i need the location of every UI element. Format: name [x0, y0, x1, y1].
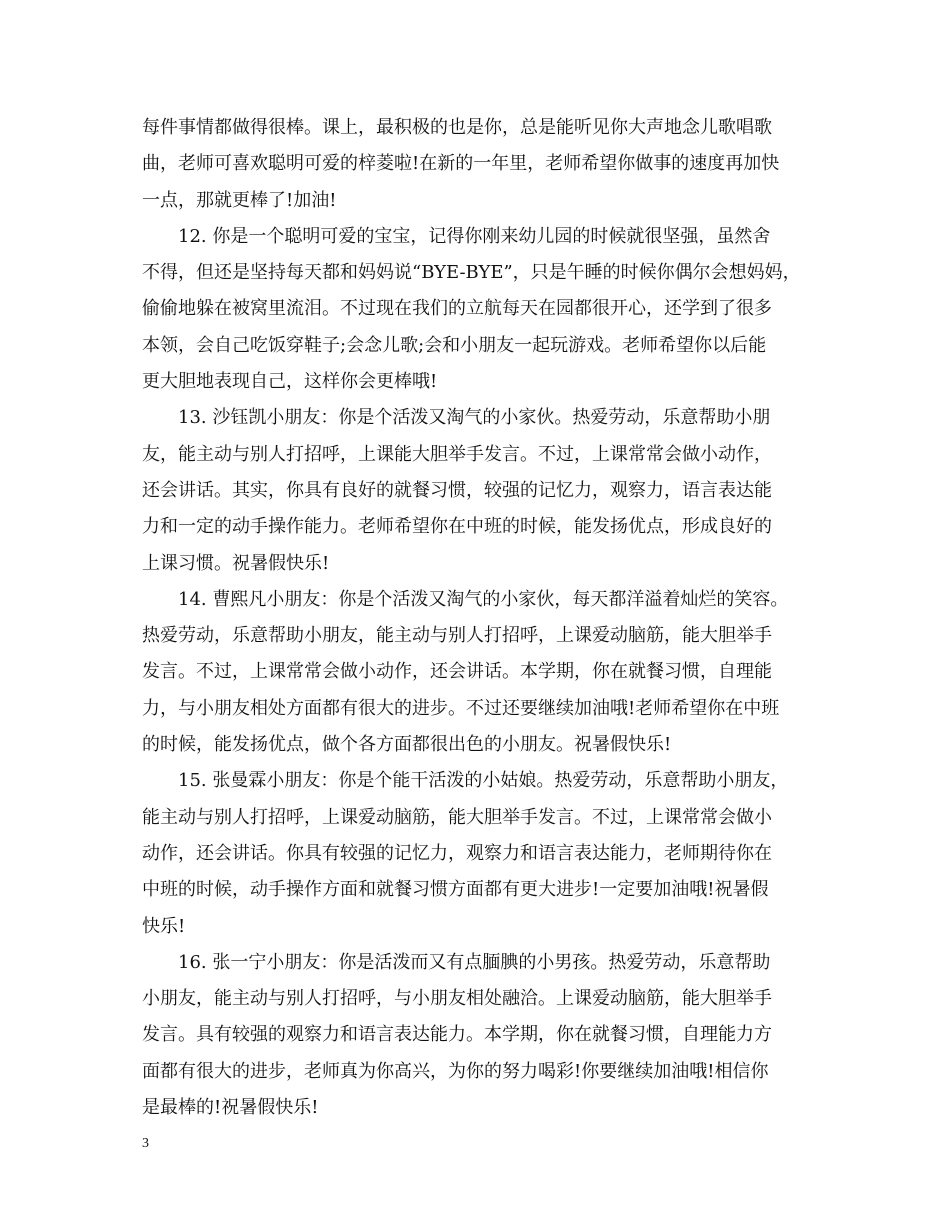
text-line: 力，与小朋友相处方面都有很大的进步。不过还要继续加油哦!老师希望你在中班	[142, 697, 780, 719]
body-text	[142, 110, 817, 1126]
text-line: 还会讲话。其实，你具有良好的就餐习惯，较强的记忆力，观察力，语言表达能	[142, 479, 772, 501]
text-line: 每件事情都做得很棒。课上，最积极的也是你，总是能听见你大声地念儿歌唱歌	[142, 117, 772, 138]
text-line: 更大胆地表现自己，这样你会更棒哦!	[142, 371, 438, 393]
text-line: 不得，但还是坚持每天都和妈妈说“BYE-BYE”，只是午睡的时候你偶尔会想妈妈，	[142, 262, 801, 284]
text-line: 中班的时候，动手操作方面和就餐习惯方面都有更大进步!一定要加油哦!祝暑假	[142, 879, 769, 901]
text-line: 快乐!	[142, 915, 186, 937]
text-line: 的时候，能发扬优点，做个各方面都很出色的小朋友。祝暑假快乐!	[142, 734, 672, 756]
text-line: 偷偷地躲在被窝里流泪。不过现在我们的立航每天在园都很开心，还学到了很多	[142, 298, 772, 320]
text-line: 动作，还会讲话。你具有较强的记忆力，观察力和语言表达能力，老师期待你在	[142, 842, 772, 864]
paragraph-start-line: 16. 张一宁小朋友：你是活泼而又有点腼腆的小男孩。热爱劳动，乐意帮助	[178, 951, 771, 973]
text-line: 上课习惯。祝暑假快乐!	[142, 552, 330, 574]
text-line: 热爱劳动，乐意帮助小朋友，能主动与别人打招呼，上课爱动脑筋，能大胆举手	[142, 625, 772, 647]
text-line: 一点，那就更棒了!加油!	[142, 189, 337, 211]
text-line: 发言。不过，上课常常会做小动作，还会讲话。本学期，你在就餐习惯，自理能	[142, 661, 772, 683]
text-line: 能主动与别人打招呼，上课爱动脑筋，能大胆举手发言。不过，上课常常会做小	[142, 806, 772, 828]
page-number: 3	[142, 1136, 149, 1151]
text-line: 曲，老师可喜欢聪明可爱的梓菱啦!在新的一年里，老师希望你做事的速度再加快	[142, 153, 780, 175]
paragraph-start-line: 14. 曹熙凡小朋友：你是个活泼又淘气的小家伙，每天都洋溢着灿烂的笑容。	[178, 588, 789, 610]
text-line: 小朋友，能主动与别人打招呼，与小朋友相处融洽。上课爱动脑筋，能大胆举手	[142, 988, 772, 1010]
text-line: 是最棒的!祝暑假快乐!	[142, 1097, 319, 1119]
text-line: 力和一定的动手操作能力。老师希望你在中班的时候，能发扬优点，形成良好的	[142, 516, 772, 538]
text-line: 友，能主动与别人打招呼，上课能大胆举手发言。不过，上课常常会做小动作，	[142, 443, 772, 465]
paragraph-start-line: 15. 张曼霖小朋友：你是个能干活泼的小姑娘。热爱劳动，乐意帮助小朋友，	[178, 770, 789, 792]
text-line: 本领，会自己吃饭穿鞋子;会念儿歌;会和小朋友一起玩游戏。老师希望你以后能	[142, 334, 767, 356]
paragraph-start-line: 12. 你是一个聪明可爱的宝宝，记得你刚来幼儿园的时候就很坚强，虽然舍	[178, 225, 771, 247]
text-line: 面都有很大的进步，老师真为你高兴，为你的努力喝彩!你要继续加油哦!相信你	[142, 1060, 769, 1082]
text-line: 发言。具有较强的观察力和语言表达能力。本学期，你在就餐习惯，自理能力方	[142, 1024, 772, 1046]
paragraph-start-line: 13. 沙钰凯小朋友：你是个活泼又淘气的小家伙。热爱劳动，乐意帮助小朋	[178, 407, 771, 429]
